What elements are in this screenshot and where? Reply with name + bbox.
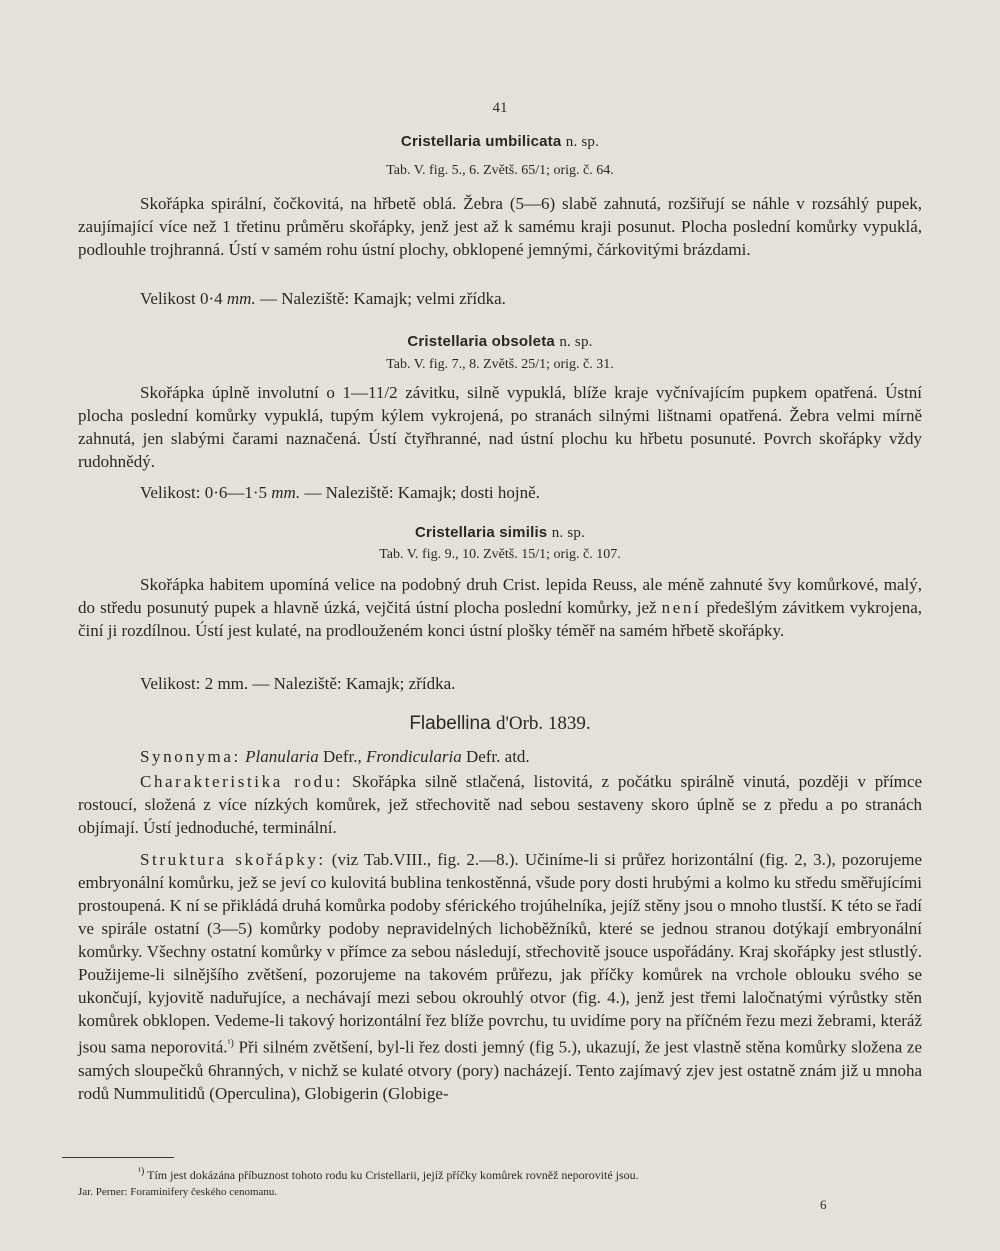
para-rest: závitku, silně vypuklá, blíže kraje vyčnívajícím pupkem opatřená. Ústní plocha poslední komůrky vypuklá, tupým kýlem vykrojená, po stranách silnými lištnami opatřená. Žebra velmi mírně zahnutá, jen slabými čarami naznačená. Ústí čtyřhranné, nad ústní plochu ku hřbetu posunuté. Povrch skořápky vždy rudohnědý. [78,383,922,471]
synonym-1-author: Defr., [323,747,362,766]
footnote-text: Tím jest dokázána příbuznost tohoto rodu ku Cristellarii, jejíž příčky komůrek rovněž neporovité jsou. [147,1168,639,1182]
sheet-number: 6 [820,1197,827,1212]
footnote-rule [62,1157,174,1158]
plate-reference: Tab. V. fig. 9., 10. Zvětš. 15/1; orig. č. 107. [379,547,621,562]
species-name: Cristellaria obsoleta [407,333,555,350]
charakteristika-text: Skořápka silně stlačená, listovitá, z počátku spirálně vinutá, později v přímce rostoucí, složená z více nízkých komůrek, jež střechovitě nad sebou sestaveny skoro úplně se z předu a po stranách objímají. Ústí jednoduché, terminální. [78,772,922,837]
struktura-text: (viz Tab.VIII., fig. 2.—8.). Učiníme-li si průřez horizontální (fig. 2, 3.), pozorujeme embryonální komůrku, jež se jeví co kulovitá bublina tenkostěnná, všude pory dosti hrubými a kolmo ku středu směřujícími prostoupená. K ní se přikládá druhá komůrka podoby sférického trojúhelníka, jejíž stěny jsou o mnoho tlustší. K této se řadí ve spirále ostatní (3—5) komůrky podoby nepravidelných lichoběžníků, které se jednou stranou dotýkají embryonální komůrky. Všechny ostatní komůrky v přímce za sebou následují, střechovitě jsouce uspořádány. Kraj skořápky jest stlustlý. Použijeme-li silnějšího zvětšení, pozorujeme na takovém průřezu, jak příčky komůrek na vrchole oblouku svého se ukončují, kyjovitě naduřujíce, a nechávají mezi sebou okrouhlý otvor (fig. 4.), jenž jest třemi laločnatými výrůstky stěn komůrek obklopen. Vedeme-li takový horizontální řez blíže povrchu, tu uvidíme pory na příčném řezu mezi žebrami, kteráž jsou sama neporovitá. [78,850,922,1057]
description-paragraph [78,381,922,473]
para-start: Skořápka úplně involutní o 1—1 [140,383,376,402]
charakteristika-label: Charakteristika rodu: [140,772,344,791]
species-nsp: n. sp. [551,525,586,541]
description-paragraph [78,573,922,642]
charakteristika-paragraph [78,770,922,839]
synonyma-label: Synonyma: [140,747,241,766]
para-rest: předešlým závitkem vykrojena, činí ji rozdílnou. Ústí jest kulaté, na prodlouženém konci ústní plošky téměř na samém hřbetě skořápky. [78,598,922,640]
struktura-label: Struktura skořápky: [140,850,326,869]
species-name: Cristellaria similis [414,524,548,541]
species-heading-obsoleta [78,333,922,351]
synonym-1: Planularia [245,747,319,766]
size-locality-line [78,287,922,310]
footnote-ref: ¹) [227,1038,234,1049]
running-foot: Jar. Perner: Foraminifery českého cenomanu. [78,1186,278,1198]
plate-reference: Tab. V. fig. 5., 6. Zvětš. 65/1; orig. č. 64. [386,163,614,178]
size-locality-line: Velikost: 2 mm. — Naleziště: Kamajk; zřídka. [140,674,456,693]
genus-name: Flabellina [409,713,491,734]
fraction: 1/2 [375,383,398,402]
footnote [78,1166,998,1183]
description-paragraph: Skořápka spirální, čočkovitá, na hřbetě oblá. Žebra (5—6) slabě zahnutá, rozšiřují se náhle v rozsáhlý pupek, zaujímající více než 1 třetinu průměru skořápky, jenž jest až k samému kraji posunut. Plocha poslední komůrky vypuklá, podlouhle trojhranná. Ústí v samém rohu ústní plochy, obklopené jemnými, čárkovitými brázdami. [78,194,922,259]
size-value: Velikost 0·4 [140,289,223,308]
locality: — Naleziště: Kamajk; dosti hojně. [304,483,540,502]
para-start: Skořápka habitem upomíná velice na podobný druh Crist. lepida Reuss, ale méně zahnuté švy komůrkové, malý, do středu posunutý pupek a hlavně úzká, vejčitá ústní plocha poslední komůrky, jež [78,575,922,617]
struktura-text-cont: Při silném zvětšení, byl-li řez dosti jemný (fig 5.), ukazují, že jest vlastně stěna komůrky složena ze samých sloupečků 6hranných, v nichž se kulaté otvory (pory) nacházejí. Tento zajímavý zjev jest ostatně znám již u mnoha rodů Nummulitidů (Operculina), Globigerin (Globige- [78,1037,922,1103]
struktura-paragraph [78,848,922,1105]
species-nsp: n. sp. [565,134,600,150]
synonyma-line [78,745,922,768]
species-heading-umbilicata [78,133,922,151]
synonym-2: Frondicularia [366,747,462,766]
plate-reference: Tab. V. fig. 7., 8. Zvětš. 25/1; orig. č. 31. [386,357,614,372]
size-unit: mm. [226,289,256,308]
locality: — Naleziště: Kamajk; velmi zřídka. [259,289,506,308]
emphasis-neni: není [661,598,702,617]
footnote-mark: ¹) [138,1166,145,1177]
size-locality-line [78,481,922,504]
synonym-2-author: Defr. atd. [465,747,530,766]
genus-heading [78,713,922,735]
page-number: 41 [492,100,508,116]
species-nsp: n. sp. [559,334,593,350]
genus-author: d'Orb. 1839. [495,713,591,734]
size-unit: mm. [271,483,301,502]
species-heading-similis [78,524,922,542]
species-name: Cristellaria umbilicata [400,133,562,150]
size-value: Velikost: 0·6—1·5 [140,483,268,502]
